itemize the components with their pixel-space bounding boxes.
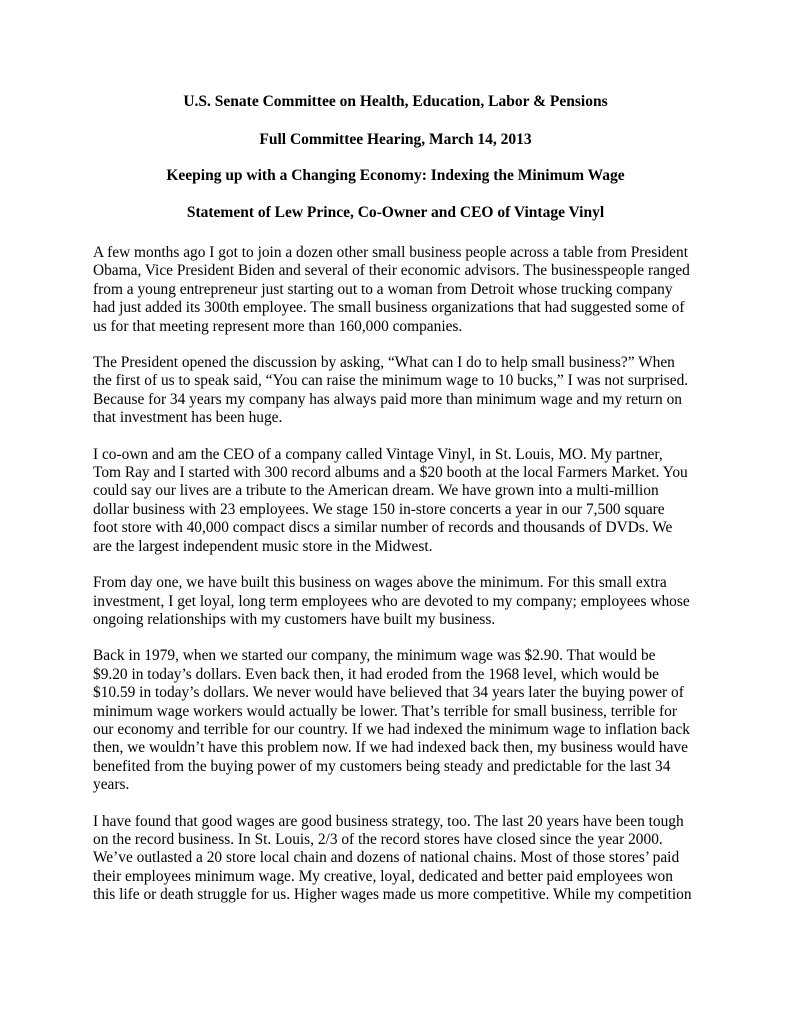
text-line: benefited from the buying power of my customers being steady and predictable for the last 34 (93, 757, 671, 775)
text-line: us for that meeting represent more than 160,000 companies. (93, 317, 463, 335)
text-line: I have found that good wages are good business strategy, too. The last 20 years have been tough (93, 812, 684, 830)
text-line: had just added its 300th employee. The small business organizations that had suggested some of (93, 299, 685, 317)
statement-heading: Statement of Lew Prince, Co-Owner and CEO of Vintage Vinyl (186, 204, 605, 221)
paragraph (93, 813, 703, 905)
text-line: dollar business with 23 employees. We stage 150 in-store concerts a year in our 7,500 square (93, 500, 665, 518)
statement-body (93, 244, 703, 923)
paragraph (93, 647, 703, 794)
text-line: Back in 1979, when we started our company, the minimum wage was $2.90. That would be (93, 647, 656, 665)
text-line: The President opened the discussion by asking, “What can I do to help small business?” When (93, 354, 675, 372)
text-line: $9.20 in today’s dollars. Even back then, it had eroded from the 1968 level, which would be (93, 665, 659, 683)
text-line: are the largest independent music store in the Midwest. (93, 537, 433, 555)
text-line: our economy and terrible for our country. If we had indexed the minimum wage to inflation back (93, 720, 690, 738)
text-line: from a young entrepreneur just starting out to a woman from Detroit whose trucking company (93, 280, 673, 298)
text-line: ongoing relationships with my customers have built my business. (93, 610, 496, 628)
text-line: From day one, we have built this business on wages above the minimum. For this small extra (93, 574, 667, 592)
text-line: Obama, Vice President Biden and several of their economic advisors. The businesspeople ranged (93, 262, 690, 280)
text-line: the first of us to speak said, “You can raise the minimum wage to 10 bucks,” I was not surprised. (93, 372, 689, 390)
text-line: this life or death struggle for us. Higher wages made us more competitive. While my competition (93, 886, 692, 904)
text-line: Because for 34 years my company has always paid more than minimum wage and my return on (93, 390, 682, 408)
text-line: minimum wage workers would actually be lower. That’s terrible for small business, terrible for (93, 702, 677, 720)
text-line: $10.59 in today’s dollars. We never would have believed that 34 years later the buying power of (93, 684, 684, 702)
text-line: We’ve outlasted a 20 store local chain and dozens of national chains. Most of those stores’ paid (93, 849, 680, 867)
text-line: I co-own and am the CEO of a company called Vintage Vinyl, in St. Louis, MO. My partner, (93, 445, 663, 463)
text-line: then, we wouldn’t have this problem now. If we had indexed back then, my business would have (93, 739, 688, 757)
text-line: Tom Ray and I started with 300 record albums and a $20 booth at the local Farmers Market. You (93, 464, 688, 482)
text-line: could say our lives are a tribute to the American dream. We have grown into a multi-million (93, 482, 659, 500)
hearing-title: Keeping up with a Changing Economy: Indexing the Minimum Wage (166, 167, 625, 184)
text-line: their employees minimum wage. My creative, loyal, dedicated and better paid employees won (93, 867, 673, 885)
text-line: investment, I get loyal, long term employees who are devoted to my company; employees whose (93, 592, 690, 610)
text-line: that investment has been huge. (93, 409, 283, 427)
paragraph (93, 446, 703, 556)
text-line: A few months ago I got to join a dozen other small business people across a table from President (93, 244, 688, 261)
paragraph (93, 574, 703, 629)
paragraph (93, 354, 703, 428)
paragraph (93, 244, 703, 336)
text-line: years. (93, 776, 130, 794)
text-line: foot store with 40,000 compact discs a similar number of records and thousands of DVDs. We (93, 519, 673, 537)
hearing-heading: Full Committee Hearing, March 14, 2013 (259, 131, 532, 148)
committee-heading: U.S. Senate Committee on Health, Education, Labor & Pensions (183, 93, 608, 110)
text-line: on the record business. In St. Louis, 2/3 of the record stores have closed since the year 2000. (93, 830, 663, 848)
